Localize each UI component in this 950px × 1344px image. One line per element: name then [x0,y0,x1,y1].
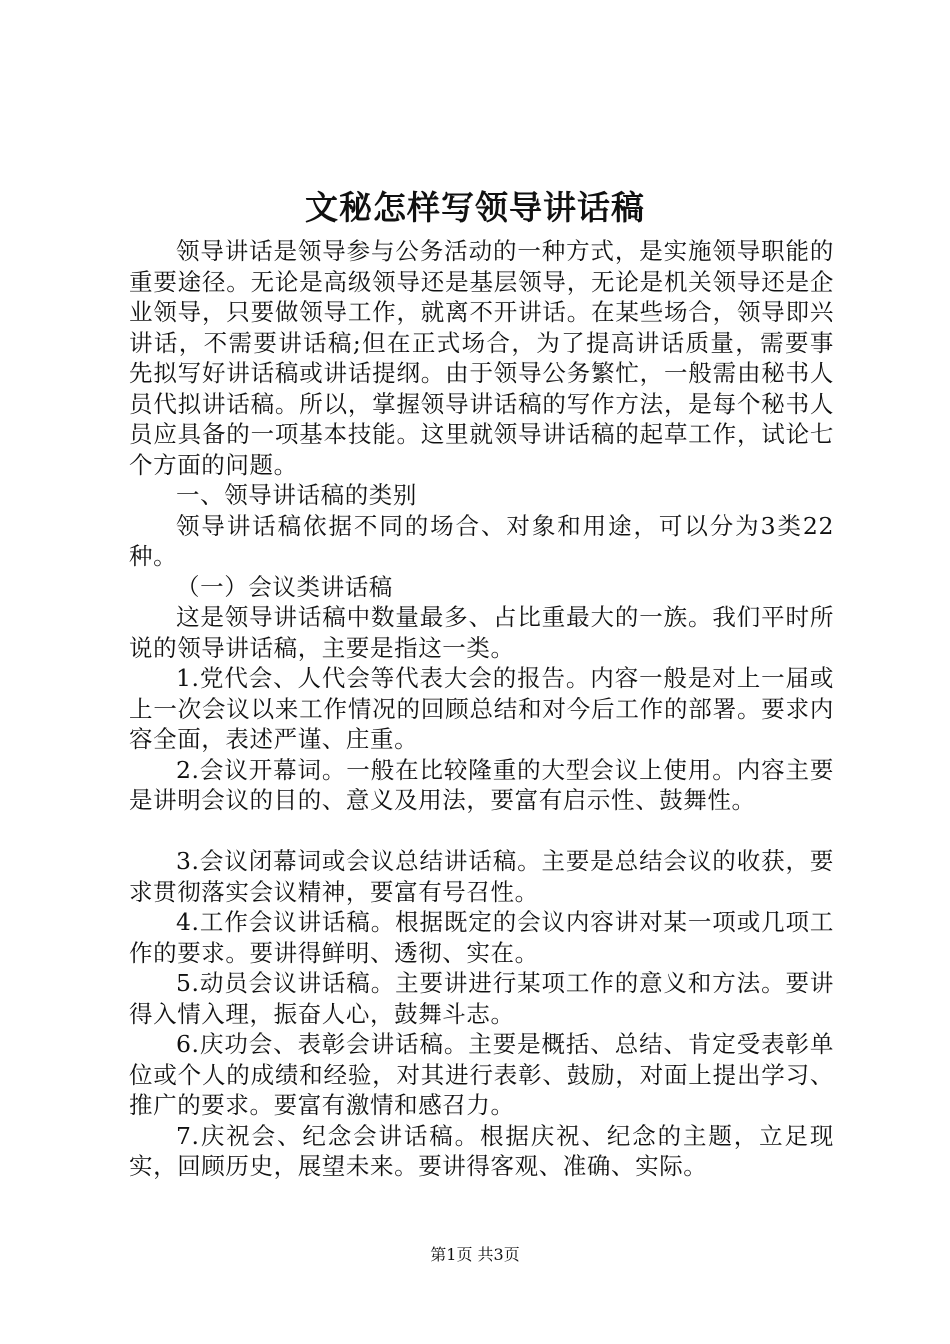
page-number-footer: 第1页 共3页 [430,1245,520,1264]
list-item-1: 1.党代会、人代会等代表大会的报告。内容一般是对上一届或上一次会议以来工作情况的回顾总结和对今后工作的部署。要求内容全面，表述严谨、庄重。 [129,664,834,753]
list-item-3: 3.会议闭幕词或会议总结讲话稿。主要是总结会议的收获，要求贯彻落实会议精神，要富有号召性。 [129,847,834,906]
subsection-heading: （一）会议类讲话稿 [176,572,393,601]
paragraph-meeting-type: 这是领导讲话稿中数量最多、占比重最大的一族。我们平时所说的领导讲话稿，主要是指这一类。 [129,603,834,662]
list-item-6: 6.庆功会、表彰会讲话稿。主要是概括、总结、肯定受表彰单位或个人的成绩和经验，对其进行表彰、鼓励，对面上提出学习、推广的要求。要富有激情和感召力。 [129,1030,834,1119]
list-item-5: 5.动员会议讲话稿。主要讲进行某项工作的意义和方法。要讲得入情入理，振奋人心，鼓舞斗志。 [129,969,834,1028]
section-heading: 一、领导讲话稿的类别 [176,481,417,509]
list-item-2: 2.会议开幕词。一般在比较隆重的大型会议上使用。内容主要是讲明会议的目的、意义及用法，要富有启示性、鼓舞性。 [129,755,834,814]
paragraph-classification: 领导讲话稿依据不同的场合、对象和用途，可以分为3类22种。 [129,511,834,570]
document-title: 文秘怎样写领导讲话稿 [305,188,645,227]
paragraph-intro: 领导讲话是领导参与公务活动的一种方式，是实施领导职能的重要途径。无论是高级领导还是基层领导，无论是机关领导还是企业领导，只要做领导工作，就离不开讲话。在某些场合，领导即兴讲话，不需要讲话稿;但在正式场合，为了提高讲话质量，需要事先拟写好讲话稿或讲话提纲。由于领导公务繁忙，一般需由秘书人员代拟讲话稿。所以，掌握领导讲话稿的写作方法，是每个秘书人员应具备的一项基本技能。这里就领导讲话稿的起草工作，试论七个方面的问题。 [129,237,834,479]
list-item-7: 7.庆祝会、纪念会讲话稿。根据庆祝、纪念的主题，立足现实，回顾历史，展望未来。要讲得客观、准确、实际。 [129,1121,834,1180]
list-item-4: 4.工作会议讲话稿。根据既定的会议内容讲对某一项或几项工作的要求。要讲得鲜明、透彻、实在。 [129,908,834,967]
document-body [129,236,834,1182]
